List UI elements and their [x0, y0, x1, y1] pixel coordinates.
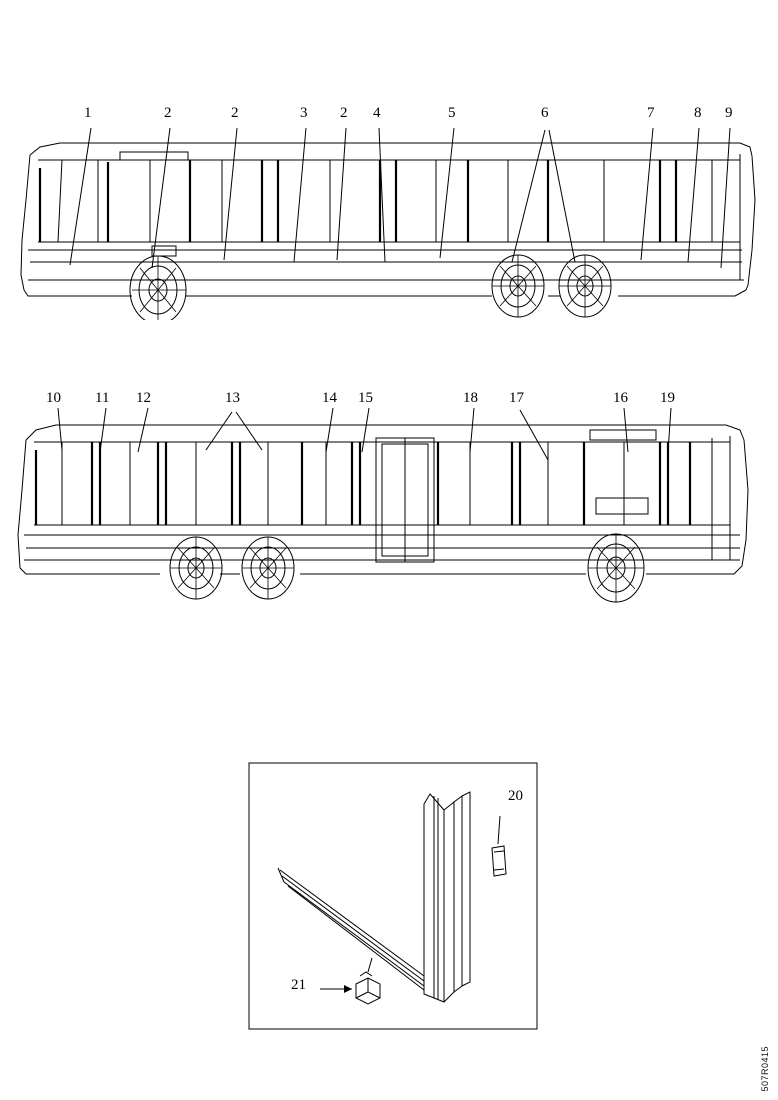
- callout-1: 1: [84, 105, 92, 121]
- callout-13: 13: [225, 390, 240, 406]
- callout-3: 3: [300, 105, 308, 121]
- callout-18: 18: [463, 390, 478, 406]
- callout-20: 20: [508, 788, 523, 804]
- bus-right-side-elevation: [0, 380, 778, 610]
- callout-2b: 2: [231, 105, 239, 121]
- callout-17: 17: [509, 390, 524, 406]
- callout-21: 21: [291, 977, 306, 993]
- callout-16: 16: [613, 390, 628, 406]
- callout-5: 5: [448, 105, 456, 121]
- bus-left-side-elevation: [0, 90, 778, 320]
- callout-6: 6: [541, 105, 549, 121]
- bus-left-side-svg: [0, 90, 778, 320]
- drawing-code: 507R0415: [760, 1046, 770, 1092]
- callout-11: 11: [95, 390, 110, 406]
- callout-15: 15: [358, 390, 373, 406]
- bus-right-side-svg: [0, 380, 778, 610]
- callout-7: 7: [647, 105, 655, 121]
- callout-8: 8: [694, 105, 702, 121]
- callout-14: 14: [322, 390, 337, 406]
- callout-2c: 2: [340, 105, 348, 121]
- callout-4: 4: [373, 105, 381, 121]
- callout-19: 19: [660, 390, 675, 406]
- callout-9: 9: [725, 105, 733, 121]
- callout-12: 12: [136, 390, 151, 406]
- callout-2a: 2: [164, 105, 172, 121]
- callout-10: 10: [46, 390, 61, 406]
